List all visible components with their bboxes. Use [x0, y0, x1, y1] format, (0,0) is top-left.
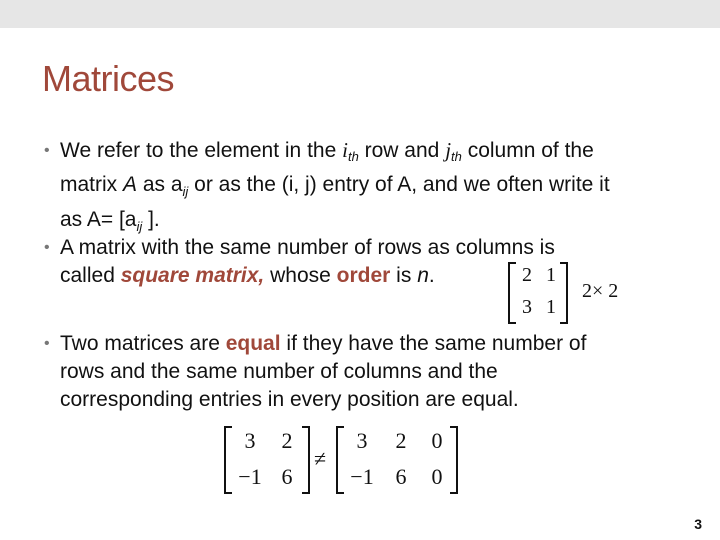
text: column of the — [461, 139, 594, 162]
ith-sup: th — [347, 149, 359, 164]
subscript: ij — [136, 219, 143, 234]
top-bar — [0, 0, 720, 28]
bullet-3-line-1 — [44, 330, 684, 358]
order-term: order — [336, 264, 391, 287]
subscript: ij — [182, 184, 189, 199]
bullet-2-line-1 — [44, 234, 684, 262]
matrix-cell: 3 — [356, 428, 368, 453]
bullet-1-line-2 — [44, 171, 684, 206]
matrix-cell: 1 — [546, 264, 556, 286]
bullet-dot-icon: • — [44, 335, 50, 352]
matrix-cell: 0 — [431, 428, 443, 453]
text: A matrix with the same number of rows as columns is — [60, 236, 555, 259]
text: matrix — [60, 173, 123, 196]
text: is — [390, 264, 418, 287]
bullet-dot-icon: • — [44, 142, 50, 159]
text: whose — [264, 264, 337, 287]
matrix-cell: 0 — [431, 464, 443, 489]
matrix-cell: 3 — [522, 296, 532, 318]
matrix-dimensions: 2× 2 — [582, 280, 619, 302]
square-matrix-term: square matrix, — [120, 264, 265, 287]
text-A: A — [123, 173, 138, 196]
bracket-left — [224, 426, 232, 494]
text-n: n — [417, 264, 429, 287]
equal-term: equal — [225, 332, 281, 355]
bracket-left — [336, 426, 344, 494]
matrix-cell: 3 — [244, 428, 256, 453]
page-title: Matrices — [42, 58, 175, 99]
matrix-cell: 6 — [281, 464, 293, 489]
matrix-right — [336, 426, 458, 494]
bracket-right — [302, 426, 310, 494]
ith-i: i — [342, 138, 348, 162]
matrix-cell: 2 — [281, 428, 293, 453]
text: if they have the same number of — [280, 332, 587, 355]
bullet-dot-icon: • — [44, 239, 50, 256]
text: or as the (i, j) entry of A, and we often write it — [188, 173, 610, 196]
matrix-cell: 6 — [395, 464, 407, 489]
bullet-3-line-2: rows and the same number of columns and the — [60, 360, 498, 383]
bracket-right — [450, 426, 458, 494]
text: called — [60, 264, 121, 287]
square-matrix — [508, 262, 568, 324]
matrix-cell: 2 — [395, 428, 407, 453]
text: . — [428, 264, 435, 287]
text: as a — [137, 173, 183, 196]
bullet-3 — [44, 330, 684, 414]
text: Two matrices are — [60, 332, 226, 355]
matrix-cell: 2 — [522, 264, 532, 286]
text: row and — [358, 139, 446, 162]
jth-j: j — [445, 138, 452, 162]
not-equal-sign: ≠ — [314, 446, 327, 471]
page-number: 3 — [694, 516, 702, 532]
text: We refer to the element in the — [60, 139, 343, 162]
bracket-left — [508, 262, 516, 324]
matrix-cell: −1 — [238, 464, 262, 489]
matrix-left — [224, 426, 310, 494]
matrix-cell: 1 — [546, 296, 556, 318]
bullet-3-line-3: corresponding entries in every position are equal. — [60, 388, 519, 411]
bracket-right — [560, 262, 568, 324]
matrix-cell: −1 — [350, 464, 374, 489]
text: as A= [a — [60, 208, 137, 231]
jth-sup: th — [451, 149, 462, 164]
bullet-1 — [44, 136, 684, 241]
bullet-1-line-1 — [44, 136, 684, 171]
text: ]. — [142, 208, 160, 231]
